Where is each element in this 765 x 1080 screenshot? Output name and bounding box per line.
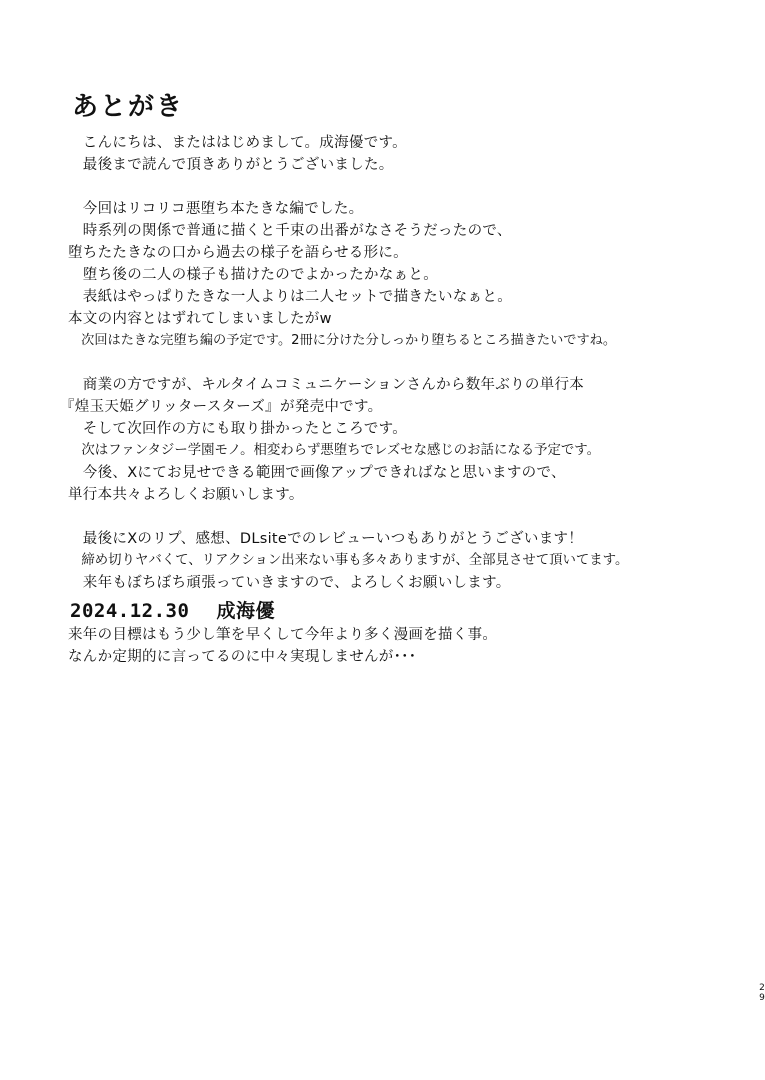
text-line: 表紙はやっぱりたきな一人よりは二人セットで描きたいなぁと。 (68, 289, 512, 305)
signature (70, 596, 275, 623)
text-line: 最後にXのリプ、感想、DLsiteでのレビューいつもありがとうございます！ (68, 531, 584, 547)
text-line: 商業の方ですが、キルタイムコミュニケーションさんから数年ぶりの単行本 (68, 377, 585, 393)
signature-author: 成海優 (216, 600, 276, 622)
page-title: あとがき (72, 92, 185, 122)
closing-line: なんか定期的に言ってるのに中々実現しませんが･･･ (68, 649, 417, 665)
text-line: 堕ち後の二人の様子も描けたのでよかったかなぁと。 (68, 267, 438, 283)
text-line: 単行本共々よろしくお願いします。 (68, 487, 304, 503)
text-line: そして次回作の方にも取り掛かったところです。 (68, 421, 408, 437)
signature-date: 2024.12.30 (70, 600, 190, 622)
closing-line: 来年の目標はもう少し筆を早くして今年より多く漫画を描く事。 (68, 627, 498, 643)
text-line: 本文の内容とはずれてしまいましたがw (68, 311, 332, 327)
text-line: 堕ちたたきなの口から過去の様子を語らせる形に。 (68, 245, 408, 261)
text-line: 時系列の関係で普通に描くと千束の出番がなさそうだったので、 (68, 223, 512, 239)
text-line: 最後まで読んで頂きありがとうございました。 (68, 157, 394, 173)
text-line: 来年もぼちぼち頑張っていきますので、よろしくお願いします。 (68, 575, 511, 591)
text-line: 今回はリコリコ悪堕ち本たきな編でした。 (68, 201, 364, 217)
text-line: 次回はたきな完堕ち編の予定です。2冊に分けた分しっかり堕ちるところ描きたいですね。 (68, 333, 617, 348)
page-number: 29 (759, 983, 765, 1003)
text-line: こんにちは、またははじめまして。成海優です。 (68, 135, 407, 151)
text-line: 次はファンタジー学園モノ。相変わらず悪堕ちでレズセな感じのお話になる予定です。 (68, 443, 601, 458)
text-line: 『煌玉天姫グリッタースターズ』が発売中です。 (60, 399, 383, 415)
text-line: 今後、Xにてお見せできる範囲で画像アップできればなと思いますので、 (68, 465, 566, 481)
text-line: 締め切りヤバくて、リアクション出来ない事も多々ありますが、全部見させて頂いてます。 (68, 553, 629, 568)
